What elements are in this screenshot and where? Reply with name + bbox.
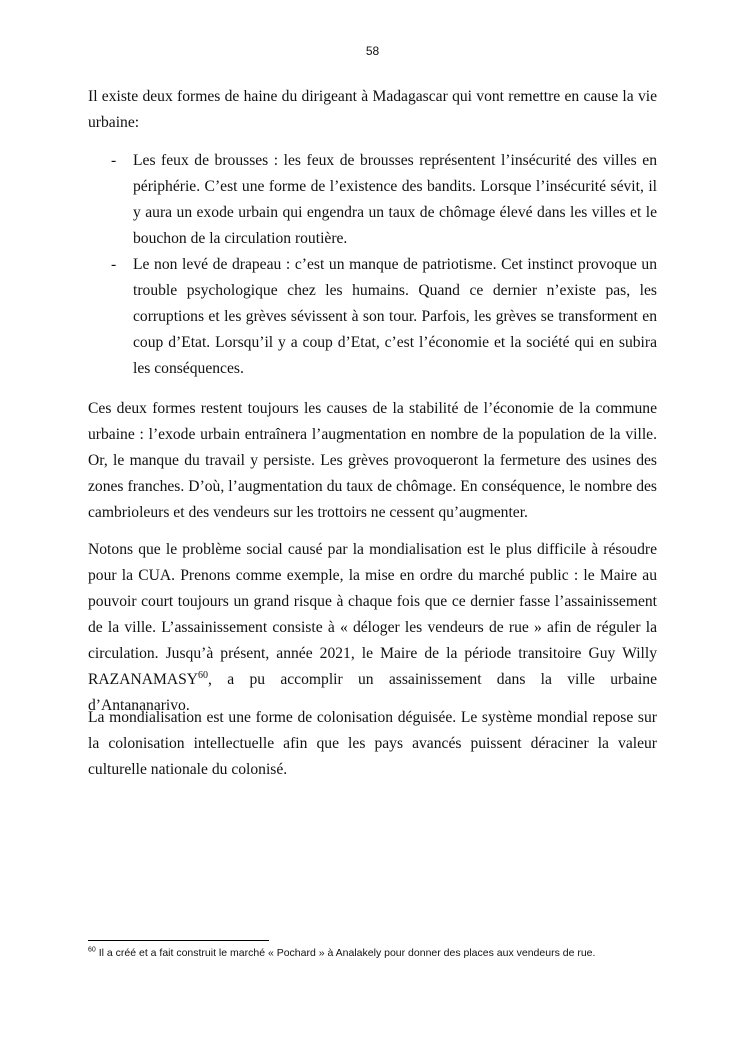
bullet-marker: - <box>111 152 117 169</box>
bullet-item-feux-de-brousses: Les feux de brousses : les feux de brousses représentent l’insécurité des villes en périphérie. C’est une forme de l’existence des bandits. Lorsque l’insécurité sévit, il y aura un exode urbain qui engendra un taux de chômage élevé dans les villes et le bouchon de la circulation routière. <box>133 152 657 247</box>
paragraph-text: Notons que le problème social causé par la mondialisation est le plus difficile à résoudre pour la CUA. Prenons comme exemple, la mise en ordre du marché public : le Maire au pouvoir court toujours un grand risque à chaque fois que ce dernier fasse l’assainissement de la ville. L’assainissement consiste à « déloger les vendeurs de rue » afin de réguler la circulation. Jusqu’à présent, année 2021, le Maire de la période transitoire Guy Willy RAZANAMASY <box>88 541 657 688</box>
footnote-reference[interactable]: 60 <box>198 669 209 681</box>
bullet-item-non-leve-de-drapeau: Le non levé de drapeau : c’est un manque de patriotisme. Cet instinct provoque un trouble psychologique chez les humains. Quand ce dernier n’existe pas, les corruptions et les grèves sévissent à son tour. Parfois, les grèves se transforment en coup d’Etat. Lorsqu’il y a coup d’Etat, c’est l’économie et la société qui en subira les conséquences. <box>133 256 657 377</box>
footnote <box>88 947 595 959</box>
bullet-marker: - <box>111 256 117 273</box>
intro-paragraph: Il existe deux formes de haine du dirigeant à Madagascar qui vont remettre en cause la vie urbaine: <box>88 88 657 131</box>
paragraph-mondialisation: La mondialisation est une forme de colonisation déguisée. Le système mondial repose sur la colonisation intellectuelle afin que les pays avancés puissent déraciner la valeur culturelle nationale du colonisé. <box>88 709 657 778</box>
page-number: 58 <box>365 44 380 58</box>
paragraph-causes: Ces deux formes restent toujours les causes de la stabilité de l’économie de la commune urbaine : l’exode urbain entraînera l’augmentation en nombre de la population de la ville. Or, le manque du travail y persiste. Les grèves provoqueront la fermeture des usines des zones franches. D’où, l’augmentation du taux de chômage. En conséquence, le nombre des cambrioleurs et des vendeurs sur les trottoirs ne cessent qu’augmenter. <box>88 400 657 521</box>
paragraph-text: , a pu accomplir un assainissement dans la ville urbaine d’Antananarivo. <box>88 671 657 714</box>
footnote-text: Il a créé et a fait construit le marché « Pochard » à Analakely pour donner des places aux vendeurs de rue. <box>95 947 596 959</box>
footnote-number: 60 <box>88 946 96 954</box>
paragraph-probleme-social <box>88 537 657 719</box>
footnote-separator <box>88 940 269 941</box>
